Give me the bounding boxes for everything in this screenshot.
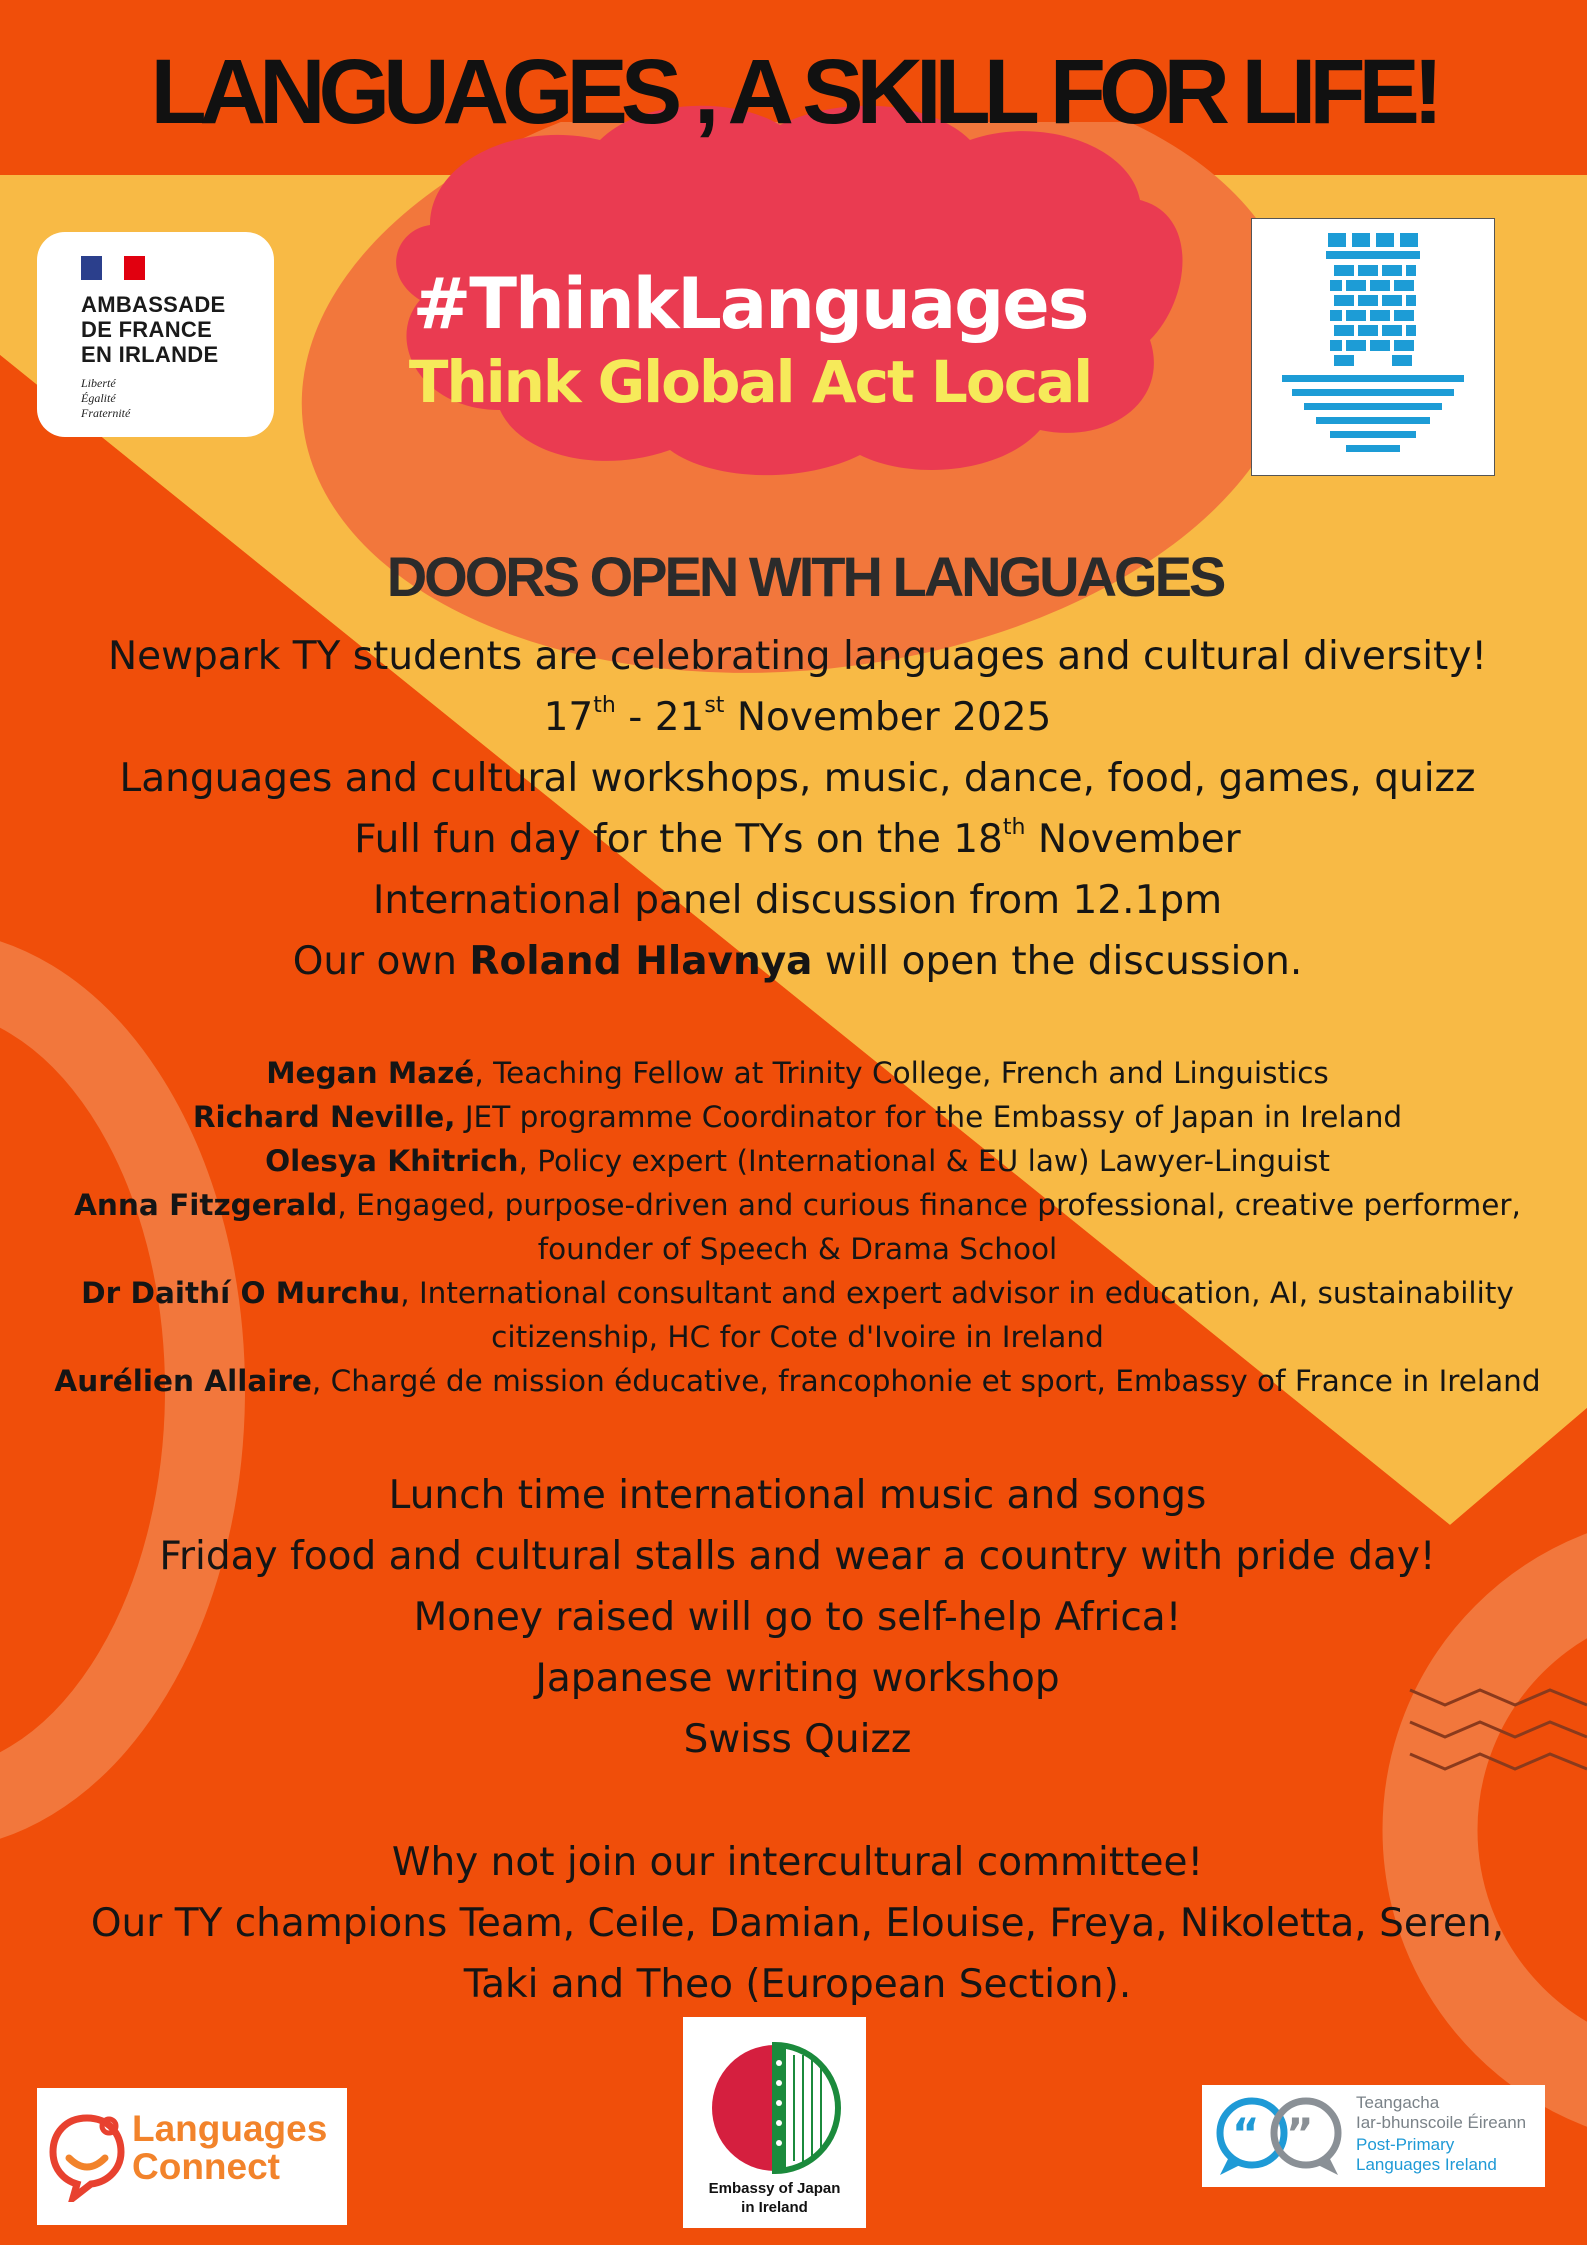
date-month-year: November 2025 [724, 695, 1052, 740]
funday-suffix: th [1002, 815, 1026, 840]
committee-line-2: Our TY champions Team, Ceile, Damian, Elouise, Freya, Nikoletta, Seren, [90, 1901, 1505, 1946]
motto-egalite: Égalité [81, 391, 116, 405]
motto-liberte: Liberté [81, 376, 116, 390]
speaker-item [0, 1271, 1587, 1315]
speaker-desc: , Engaged, purpose-driven and curious finance professional, creative performer, [337, 1188, 1521, 1222]
speaker-item [0, 1183, 1587, 1227]
ppli-irish-line1: Teangacha [1356, 2093, 1440, 2112]
opener-name: Roland Hlavnya [469, 939, 813, 984]
ppli-logo [1202, 2085, 1545, 2187]
embassy-japan-line2: in Ireland [741, 2199, 808, 2216]
embassy-japan-logo [683, 2017, 866, 2228]
speaker-name: Richard Neville, [192, 1100, 456, 1134]
speakers-list [0, 1051, 1587, 1403]
opener-line [0, 931, 1587, 992]
svg-text:”: ” [1286, 2109, 1314, 2158]
harp-sun-emblem-icon [708, 2041, 842, 2175]
embassy-japan-line1: Embassy of Japan [708, 2180, 841, 2197]
tagline: Think Global Act Local [408, 348, 1092, 416]
date-end: 21 [654, 695, 705, 740]
svg-text:“: “ [1232, 2109, 1260, 2158]
date-start-suffix: th [593, 693, 616, 718]
main-title: LANGUAGES , A SKILL FOR LIFE! [150, 41, 1437, 143]
cloud-text-block [300, 262, 1200, 418]
embassy-france-line2: DE FRANCE [81, 317, 213, 342]
intro-line: Newpark TY students are celebrating languages and cultural diversity! [107, 634, 1488, 679]
speaker-desc: , Chargé de mission éducative, francophonie et sport, Embassy of France in Ireland [311, 1364, 1541, 1398]
dates-line [0, 687, 1587, 748]
speaker-name: Megan Mazé [266, 1056, 475, 1090]
date-end-suffix: st [704, 693, 725, 718]
speaker-desc: , Policy expert (International & EU law) Lawyer-Linguist [518, 1144, 1330, 1178]
committee-line-3: Taki and Theo (European Section). [463, 1962, 1132, 2007]
speaker-name: Olesya Khitrich [265, 1144, 519, 1178]
speaker-desc: JET programme Coordinator for the Embassy of Japan in Ireland [455, 1100, 1403, 1134]
panel-line: International panel discussion from 12.1pm [372, 878, 1223, 923]
speaker-name: Aurélien Allaire [54, 1364, 312, 1398]
embassy-france-line3: EN IRLANDE [81, 342, 219, 367]
funday-month: November [1025, 817, 1241, 862]
quote-bubbles-icon [1210, 2093, 1350, 2179]
opener-post: will open the discussion. [812, 939, 1303, 984]
activities-line: Languages and cultural workshops, music, dance, food, games, quizz [119, 756, 1476, 801]
embassy-france-line1: AMBASSADE [81, 292, 226, 317]
speech-bubble-smile-icon [47, 2110, 127, 2202]
hashtag-title: #ThinkLanguages [412, 263, 1088, 345]
extra-item: Lunch time international music and songs [388, 1473, 1207, 1518]
speaker-item [0, 1095, 1587, 1139]
french-flag-icon [81, 256, 145, 280]
opener-pre: Our own [292, 939, 470, 984]
funday-text: Full fun day for the TYs on the 18 [354, 817, 1003, 862]
speaker-name: Dr Daithí O Murchu [81, 1276, 401, 1310]
embassy-france-logo [37, 232, 274, 437]
languages-connect-logo [37, 2088, 347, 2225]
extra-item: Swiss Quizz [683, 1717, 912, 1762]
school-crest-logo [1251, 218, 1495, 476]
speaker-name: Anna Fitzgerald [74, 1188, 338, 1222]
tower-crest-icon [1252, 219, 1494, 475]
speaker-item [0, 1139, 1587, 1183]
date-separator: - [615, 695, 655, 740]
date-start: 17 [543, 695, 594, 740]
languages-connect-line1: Languages [132, 2108, 328, 2149]
section-heading: DOORS OPEN WITH LANGUAGES [386, 545, 1224, 608]
extra-item: Friday food and cultural stalls and wear a country with pride day! [159, 1534, 1436, 1579]
funday-line [0, 809, 1587, 870]
ppli-english-line2: Languages Ireland [1356, 2155, 1497, 2174]
ppli-irish-line2: Iar-bhunscoile Éireann [1356, 2113, 1527, 2132]
speaker-item-continued: founder of Speech & Drama School [537, 1232, 1058, 1266]
speaker-desc: , Teaching Fellow at Trinity College, French and Linguistics [474, 1056, 1329, 1090]
speaker-item-continued: citizenship, HC for Cote d'Ivoire in Ireland [491, 1320, 1104, 1354]
extra-item: Money raised will go to self-help Africa! [413, 1595, 1182, 1640]
speaker-desc: , International consultant and expert advisor in education, AI, sustainability [400, 1276, 1514, 1310]
languages-connect-line2: Connect [132, 2146, 280, 2187]
ppli-english-line1: Post-Primary [1356, 2135, 1455, 2154]
speaker-item [0, 1359, 1587, 1403]
extra-item: Japanese writing workshop [535, 1656, 1060, 1701]
committee-line-1: Why not join our intercultural committee! [391, 1840, 1204, 1885]
motto-fraternite: Fraternité [81, 406, 131, 420]
speaker-item [0, 1051, 1587, 1095]
